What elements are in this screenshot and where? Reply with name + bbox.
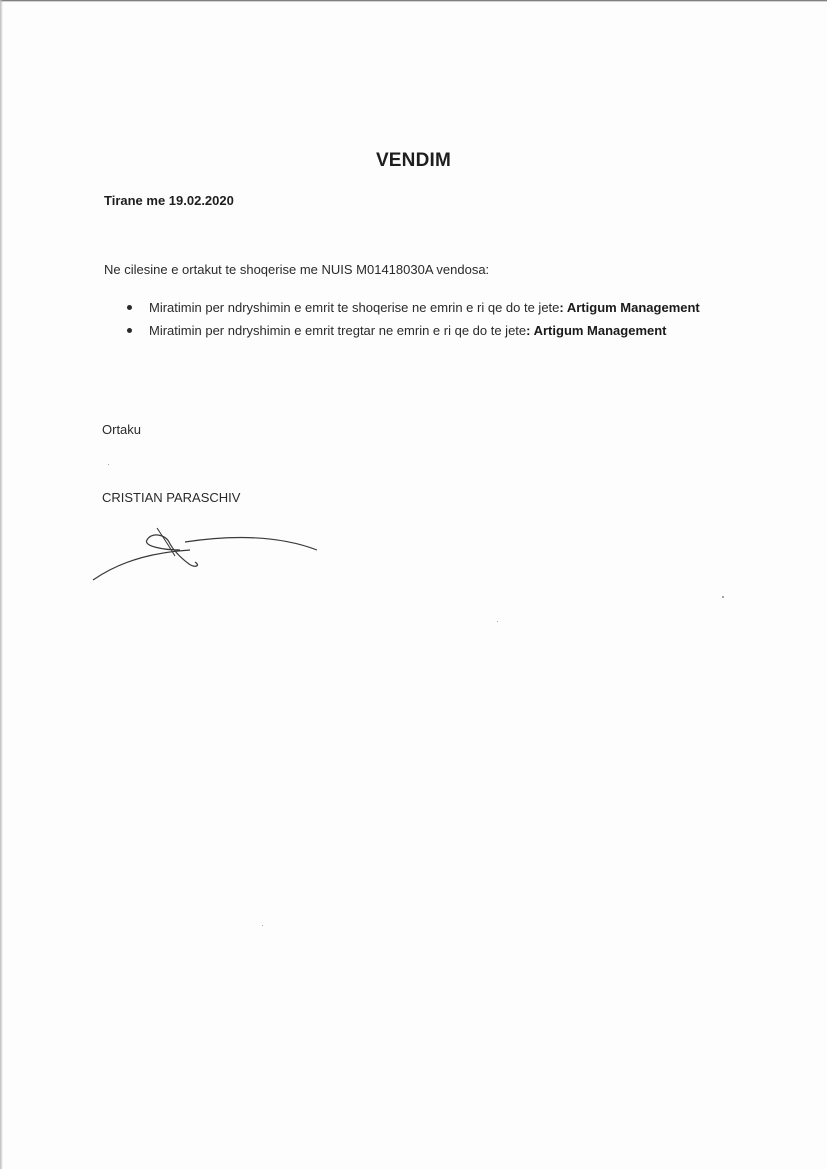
scan-speck (108, 464, 109, 465)
list-item-text: Miratimin per ndryshimin e emrit te shoqerise ne emrin e ri qe do te jete (149, 300, 560, 315)
date-line: Tirane me 19.02.2020 (104, 193, 234, 208)
list-item-text: Miratimin per ndryshimin e emrit tregtar ne emrin e ri qe do te jete (149, 323, 527, 338)
list-item-bold-text: : Artigum Management (559, 300, 700, 315)
partner-label: Ortaku (102, 422, 142, 437)
bullet-icon (127, 305, 132, 310)
list-item (127, 296, 700, 319)
decision-list (127, 296, 700, 342)
intro-paragraph: Ne cilesine e ortakut te shoqerise me NUIS M01418030A vendosa: (104, 262, 490, 277)
scan-speck (497, 621, 498, 622)
list-item (127, 319, 700, 342)
bullet-icon (127, 328, 132, 333)
scan-speck (262, 925, 263, 926)
signature (85, 520, 345, 590)
scan-speck (722, 596, 724, 598)
partner-name: CRISTIAN PARASCHIV (102, 490, 241, 505)
list-item-bold-text: : Artigum Management (526, 323, 667, 338)
scan-edge-left (0, 0, 3, 1169)
document-title: VENDIM (375, 150, 452, 171)
scan-edge-top (0, 0, 827, 2)
